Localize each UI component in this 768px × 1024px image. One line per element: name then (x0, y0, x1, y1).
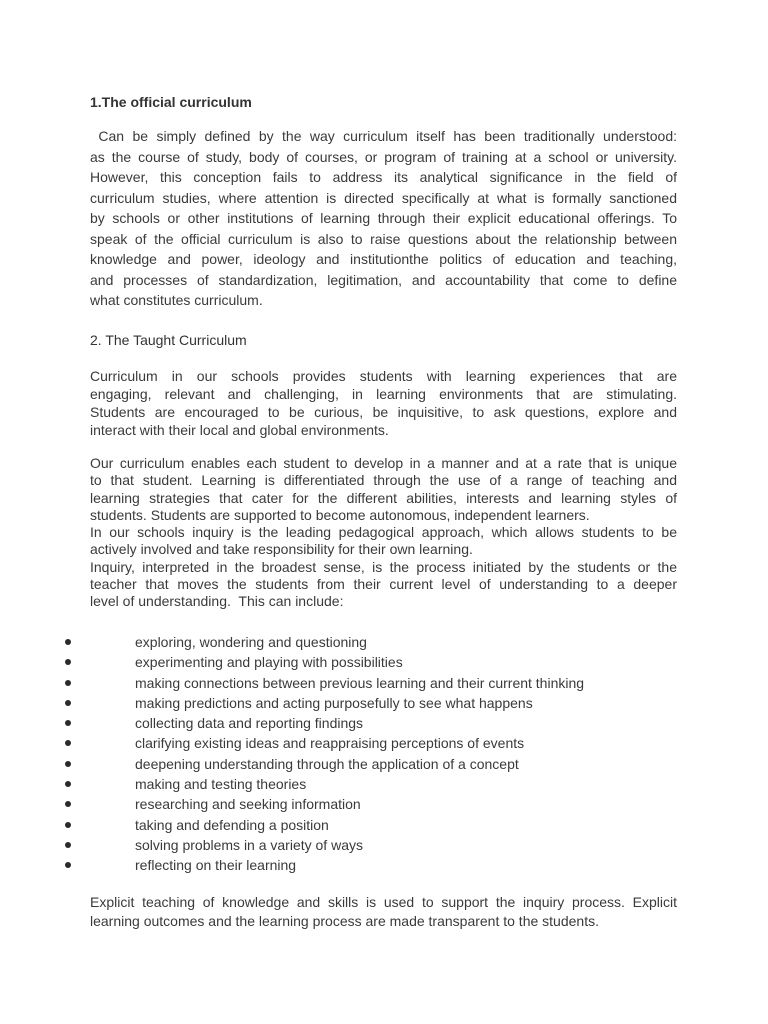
bullet-icon (65, 862, 71, 868)
bullet-icon (65, 781, 71, 787)
paragraph-line: students. Students are supported to become autonomous, independent learners. (90, 506, 590, 523)
paragraph-line: knowledge and power, ideology and institutionthe politics of education and teaching, (90, 251, 677, 267)
list-item-text: taking and defending a position (135, 816, 329, 833)
paragraph-line: learning outcomes and the learning process are made transparent to the students. (90, 913, 599, 929)
section-2-heading: 2. The Taught Curriculum (90, 332, 247, 348)
bullet-icon (65, 700, 71, 706)
bullet-icon (65, 680, 71, 686)
list-item (0, 693, 768, 713)
paragraph-line: In our schools inquiry is the leading pedagogical approach, which allows students to be (90, 524, 677, 541)
list-item (0, 794, 768, 814)
paragraph-line: level of understanding. This can include: (90, 593, 344, 610)
list-item-text: solving problems in a variety of ways (135, 836, 363, 853)
bullet-icon (65, 639, 71, 645)
paragraph-line: speak of the official curriculum is also to raise questions about the relationship between (90, 230, 677, 247)
bullet-icon (65, 761, 71, 767)
paragraph-line: Inquiry, interpreted in the broadest sense, is the process initiated by the students or the (90, 558, 677, 575)
bullet-icon (65, 740, 71, 746)
section-1-heading: 1.The official curriculum (90, 94, 252, 110)
list-item (0, 774, 768, 794)
paragraph-line: curriculum studies, where attention is directed specifically at what is formally sanctioned (90, 189, 677, 206)
list-item-text: clarifying existing ideas and reappraising perceptions of events (135, 735, 525, 752)
bullet-icon (65, 801, 71, 807)
section-1-paragraph (90, 126, 677, 311)
bullet-icon (65, 822, 71, 828)
list-item-text: experimenting and playing with possibilities (135, 654, 403, 671)
paragraph-line: and processes of standardization, legitimation, and accountability that come to define (90, 271, 677, 288)
paragraph-line: interact with their local and global environments. (90, 422, 389, 438)
paragraph-line: to that student. Learning is differentiated through the use of a range of teaching and (90, 472, 677, 489)
bullet-icon (65, 842, 71, 848)
paragraph-line: as the course of study, body of courses, or program of training at a school or university. (90, 148, 677, 165)
paragraph-line: Curriculum in our schools provides students with learning experiences that are (90, 368, 677, 384)
inquiry-bullet-list (0, 632, 768, 876)
paragraph-line: actively involved and take responsibility for their own learning. (90, 541, 473, 558)
paragraph-line: by schools or other institutions of learning through their explicit educational offerings. To (90, 210, 677, 226)
paragraph-line: Can be simply defined by the way curriculum itself has been traditionally understood: (90, 128, 677, 144)
list-item-text: reflecting on their learning (135, 857, 297, 874)
paragraph-line: Explicit teaching of knowledge and skills is used to support the inquiry process. Explicit (90, 894, 677, 910)
list-item-text: making connections between previous learning and their current thinking (135, 674, 585, 691)
paragraph-line: what constitutes curriculum. (90, 292, 263, 308)
list-item-text: making and testing theories (135, 776, 307, 793)
bullet-icon (65, 720, 71, 726)
list-item (0, 815, 768, 835)
section-2-closing-paragraph (90, 893, 677, 931)
section-2-paragraph-1 (90, 367, 677, 439)
list-item-text: making predictions and acting purposefully to see what happens (135, 694, 533, 711)
list-item (0, 652, 768, 672)
list-item (0, 632, 768, 652)
list-item-text: exploring, wondering and questioning (135, 634, 367, 650)
list-item-text: deepening understanding through the application of a concept (135, 755, 519, 772)
list-item (0, 855, 768, 875)
list-item-text: collecting data and reporting findings (135, 715, 364, 732)
paragraph-line: However, this conception fails to address its analytical significance in the field of (90, 169, 677, 185)
list-item-text: researching and seeking information (135, 796, 361, 813)
list-item (0, 835, 768, 855)
paragraph-line: learning strategies that cater for the different abilities, interests and learning styles of (90, 489, 677, 506)
paragraph-line: engaging, relevant and challenging, in learning environments that are stimulating. (90, 386, 677, 402)
list-item (0, 733, 768, 753)
section-2-paragraph-2 (90, 455, 677, 611)
paragraph-line: Our curriculum enables each student to develop in a manner and at a rate that is unique (90, 455, 677, 471)
list-item (0, 754, 768, 774)
list-item (0, 673, 768, 693)
paragraph-line: Students are encouraged to be curious, be inquisitive, to ask questions, explore and (90, 404, 677, 420)
list-item (0, 713, 768, 733)
bullet-icon (65, 659, 71, 665)
paragraph-line: teacher that moves the students from their current level of understanding to a deeper (90, 576, 677, 593)
